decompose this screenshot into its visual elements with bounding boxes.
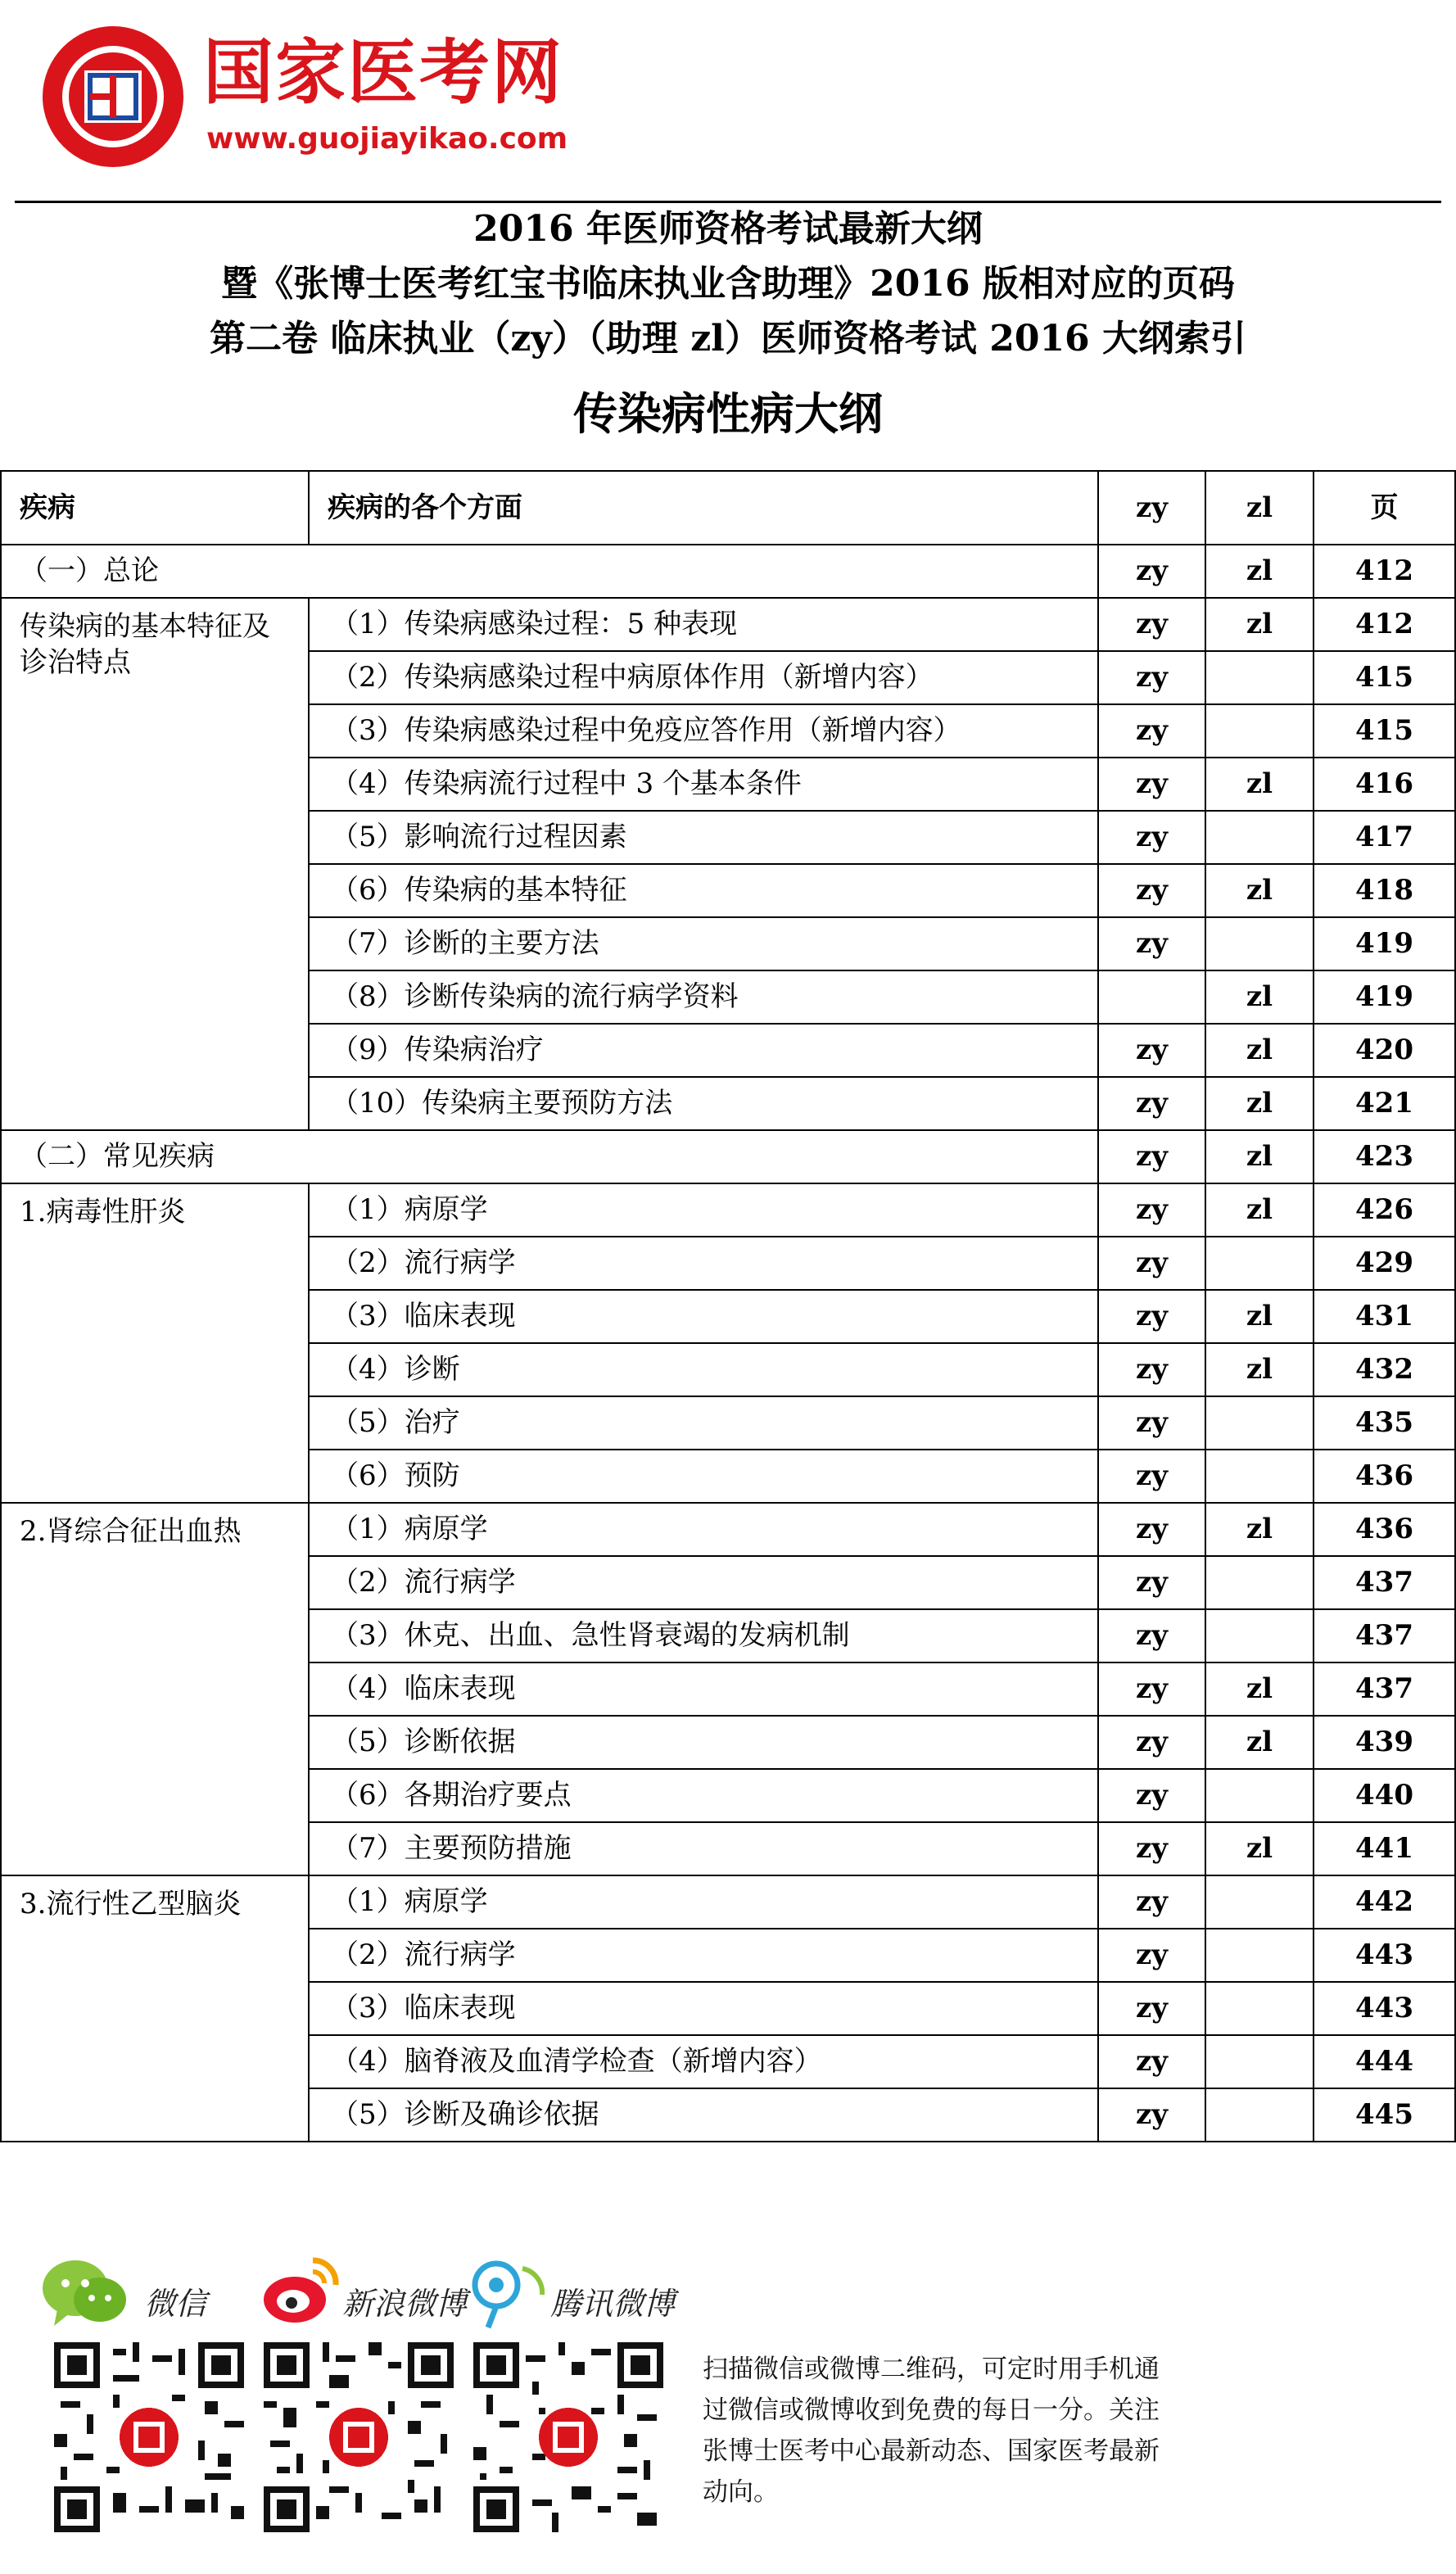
zl-cell bbox=[1205, 811, 1314, 864]
zy-cell: zy bbox=[1098, 1982, 1205, 2035]
zy-cell: zy bbox=[1098, 1343, 1205, 1396]
section-row bbox=[1, 1130, 1455, 1183]
page-cell: 412 bbox=[1314, 545, 1455, 598]
zl-cell bbox=[1205, 651, 1314, 704]
aspect-cell: （8）诊断传染病的流行病学资料 bbox=[309, 970, 1098, 1024]
zy-cell: zy bbox=[1098, 1237, 1205, 1290]
header-divider bbox=[15, 201, 1441, 203]
page-cell: 440 bbox=[1314, 1769, 1455, 1822]
aspect-cell: （1）病原学 bbox=[309, 1875, 1098, 1929]
zl-cell bbox=[1205, 1609, 1314, 1662]
aspect-cell: （7）诊断的主要方法 bbox=[309, 917, 1098, 970]
zy-cell: zy bbox=[1098, 917, 1205, 970]
aspect-cell: （2）传染病感染过程中病原体作用（新增内容） bbox=[309, 651, 1098, 704]
logo-url[interactable]: www.guojiayikao.com bbox=[206, 122, 568, 156]
aspect-cell: （4）传染病流行过程中 3 个基本条件 bbox=[309, 758, 1098, 811]
page-cell: 421 bbox=[1314, 1077, 1455, 1130]
page-cell: 418 bbox=[1314, 864, 1455, 917]
zy-cell: zy bbox=[1098, 545, 1205, 598]
zl-cell: zl bbox=[1205, 758, 1314, 811]
page-cell: 437 bbox=[1314, 1662, 1455, 1716]
site-logo[interactable] bbox=[39, 23, 629, 170]
aspect-cell: （3）临床表现 bbox=[309, 1982, 1098, 2035]
zl-cell bbox=[1205, 1929, 1314, 1982]
heading-line-3: 第二卷 临床执业（zy）（助理 zl）医师资格考试 2016 大纲索引 bbox=[210, 318, 1246, 360]
aspect-cell: （2）流行病学 bbox=[309, 1929, 1098, 1982]
aspect-cell: （3）传染病感染过程中免疫应答作用（新增内容） bbox=[309, 704, 1098, 758]
heading-line-1: 2016 年医师资格考试最新大纲 bbox=[473, 208, 983, 250]
zl-cell bbox=[1205, 2035, 1314, 2088]
page-cell: 415 bbox=[1314, 704, 1455, 758]
wechat-link[interactable] bbox=[39, 2244, 236, 2334]
zy-cell: zy bbox=[1098, 1290, 1205, 1343]
zl-cell: zl bbox=[1205, 1716, 1314, 1769]
page-cell: 419 bbox=[1314, 970, 1455, 1024]
tencent-weibo-label: 腾讯微博 bbox=[550, 2286, 676, 2322]
sina-weibo-label: 新浪微博 bbox=[342, 2286, 468, 2322]
page-cell: 412 bbox=[1314, 598, 1455, 651]
aspect-cell: （4）临床表现 bbox=[309, 1662, 1098, 1716]
footer bbox=[0, 2244, 1456, 2572]
zl-cell bbox=[1205, 1396, 1314, 1450]
zy-cell: zy bbox=[1098, 598, 1205, 651]
zl-cell bbox=[1205, 1450, 1314, 1503]
tencent-weibo-qr-code[interactable] bbox=[473, 2342, 663, 2532]
aspect-cell: （6）各期治疗要点 bbox=[309, 1769, 1098, 1822]
page-cell: 444 bbox=[1314, 2035, 1455, 2088]
zl-cell bbox=[1205, 1875, 1314, 1929]
zl-cell: zl bbox=[1205, 1822, 1314, 1875]
zl-cell: zl bbox=[1205, 1503, 1314, 1556]
page-cell: 426 bbox=[1314, 1183, 1455, 1237]
table-header-row bbox=[1, 471, 1455, 545]
disease-cell: 1.病毒性肝炎 bbox=[1, 1183, 309, 1503]
zy-cell: zy bbox=[1098, 758, 1205, 811]
column-header-zy: zy bbox=[1098, 471, 1205, 545]
table-row bbox=[1, 1875, 1455, 1929]
page-cell: 431 bbox=[1314, 1290, 1455, 1343]
page-cell: 417 bbox=[1314, 811, 1455, 864]
zy-cell: zy bbox=[1098, 1769, 1205, 1822]
zl-cell bbox=[1205, 917, 1314, 970]
zl-cell bbox=[1205, 704, 1314, 758]
aspect-cell: （3）临床表现 bbox=[309, 1290, 1098, 1343]
zl-cell bbox=[1205, 1769, 1314, 1822]
zy-cell: zy bbox=[1098, 1130, 1205, 1183]
page-cell: 419 bbox=[1314, 917, 1455, 970]
table-row bbox=[1, 1183, 1455, 1237]
wechat-icon bbox=[39, 2252, 129, 2331]
zy-cell: zy bbox=[1098, 2088, 1205, 2142]
zy-cell: zy bbox=[1098, 1183, 1205, 1237]
page-cell: 429 bbox=[1314, 1237, 1455, 1290]
zy-cell: zy bbox=[1098, 1662, 1205, 1716]
aspect-cell: （5）影响流行过程因素 bbox=[309, 811, 1098, 864]
zy-cell: zy bbox=[1098, 1450, 1205, 1503]
aspect-cell: （4）诊断 bbox=[309, 1343, 1098, 1396]
column-header-aspect: 疾病的各个方面 bbox=[309, 471, 1098, 545]
zy-cell: zy bbox=[1098, 864, 1205, 917]
table-row bbox=[1, 1503, 1455, 1556]
zy-cell: zy bbox=[1098, 651, 1205, 704]
zy-cell bbox=[1098, 970, 1205, 1024]
page-cell: 439 bbox=[1314, 1716, 1455, 1769]
footer-note: 扫描微信或微博二维码，可定时用手机通过微信或微博收到免费的每日一分。关注张博士医考中心最新动态、国家医考最新动向。 bbox=[703, 2355, 1160, 2507]
disease-cell: 3.流行性乙型脑炎 bbox=[1, 1875, 309, 2142]
zy-cell: zy bbox=[1098, 1556, 1205, 1609]
sina-weibo-link[interactable] bbox=[260, 2244, 473, 2334]
aspect-cell: （6）传染病的基本特征 bbox=[309, 864, 1098, 917]
page-cell: 442 bbox=[1314, 1875, 1455, 1929]
section-row bbox=[1, 545, 1455, 598]
zl-cell: zl bbox=[1205, 598, 1314, 651]
heading-line-2: 暨《张博士医考红宝书临床执业含助理》2016 版相对应的页码 bbox=[221, 263, 1235, 305]
page-cell: 435 bbox=[1314, 1396, 1455, 1450]
zl-cell: zl bbox=[1205, 864, 1314, 917]
zy-cell: zy bbox=[1098, 1396, 1205, 1450]
column-header-zl: zl bbox=[1205, 471, 1314, 545]
outline-table bbox=[0, 470, 1456, 2142]
page-cell: 432 bbox=[1314, 1343, 1455, 1396]
document-title: 传染病性病大纲 bbox=[573, 387, 883, 440]
aspect-cell: （4）脑脊液及血清学检查（新增内容） bbox=[309, 2035, 1098, 2088]
zl-cell: zl bbox=[1205, 545, 1314, 598]
zy-cell: zy bbox=[1098, 811, 1205, 864]
aspect-cell: （5）诊断依据 bbox=[309, 1716, 1098, 1769]
zl-cell: zl bbox=[1205, 1077, 1314, 1130]
aspect-cell: （9）传染病治疗 bbox=[309, 1024, 1098, 1077]
aspect-cell: （5）治疗 bbox=[309, 1396, 1098, 1450]
logo-title: 国家医考网 bbox=[203, 32, 563, 114]
page-cell: 443 bbox=[1314, 1929, 1455, 1982]
aspect-cell: （1）病原学 bbox=[309, 1503, 1098, 1556]
zy-cell: zy bbox=[1098, 704, 1205, 758]
zl-cell: zl bbox=[1205, 1130, 1314, 1183]
section-label: （二）常见疾病 bbox=[1, 1130, 1098, 1183]
page-cell: 423 bbox=[1314, 1130, 1455, 1183]
aspect-cell: （7）主要预防措施 bbox=[309, 1822, 1098, 1875]
zy-cell: zy bbox=[1098, 1875, 1205, 1929]
logo-emblem-icon bbox=[39, 23, 187, 170]
sina-weibo-qr-code[interactable] bbox=[264, 2342, 454, 2532]
page-cell: 445 bbox=[1314, 2088, 1455, 2142]
zy-cell: zy bbox=[1098, 2035, 1205, 2088]
page-cell: 443 bbox=[1314, 1982, 1455, 2035]
aspect-cell: （10）传染病主要预防方法 bbox=[309, 1077, 1098, 1130]
page-cell: 437 bbox=[1314, 1609, 1455, 1662]
zl-cell bbox=[1205, 1556, 1314, 1609]
zl-cell: zl bbox=[1205, 1343, 1314, 1396]
aspect-cell: （1）病原学 bbox=[309, 1183, 1098, 1237]
tencent-weibo-icon bbox=[468, 2252, 547, 2331]
tencent-weibo-link[interactable] bbox=[468, 2244, 714, 2334]
wechat-label: 微信 bbox=[144, 2286, 207, 2322]
aspect-cell: （6）预防 bbox=[309, 1450, 1098, 1503]
aspect-cell: （5）诊断及确诊依据 bbox=[309, 2088, 1098, 2142]
zl-cell bbox=[1205, 2088, 1314, 2142]
zl-cell: zl bbox=[1205, 1183, 1314, 1237]
page-cell: 437 bbox=[1314, 1556, 1455, 1609]
wechat-qr-code[interactable] bbox=[54, 2342, 244, 2532]
sina-weibo-icon bbox=[260, 2252, 339, 2331]
zy-cell: zy bbox=[1098, 1716, 1205, 1769]
section-label: （一）总论 bbox=[1, 545, 1098, 598]
zy-cell: zy bbox=[1098, 1929, 1205, 1982]
zl-cell bbox=[1205, 1237, 1314, 1290]
page-cell: 415 bbox=[1314, 651, 1455, 704]
zy-cell: zy bbox=[1098, 1822, 1205, 1875]
zl-cell: zl bbox=[1205, 970, 1314, 1024]
zy-cell: zy bbox=[1098, 1077, 1205, 1130]
page-cell: 441 bbox=[1314, 1822, 1455, 1875]
zy-cell: zy bbox=[1098, 1024, 1205, 1077]
column-header-disease: 疾病 bbox=[1, 471, 309, 545]
zy-cell: zy bbox=[1098, 1503, 1205, 1556]
aspect-cell: （3）休克、出血、急性肾衰竭的发病机制 bbox=[309, 1609, 1098, 1662]
table-row bbox=[1, 598, 1455, 651]
disease-cell: 2.肾综合征出血热 bbox=[1, 1503, 309, 1875]
column-header-page: 页 bbox=[1314, 471, 1455, 545]
zl-cell: zl bbox=[1205, 1662, 1314, 1716]
aspect-cell: （2）流行病学 bbox=[309, 1237, 1098, 1290]
disease-cell: 传染病的基本特征及诊治特点 bbox=[1, 598, 309, 1130]
zy-cell: zy bbox=[1098, 1609, 1205, 1662]
page-cell: 416 bbox=[1314, 758, 1455, 811]
page-cell: 436 bbox=[1314, 1450, 1455, 1503]
zl-cell: zl bbox=[1205, 1024, 1314, 1077]
zl-cell bbox=[1205, 1982, 1314, 2035]
zl-cell: zl bbox=[1205, 1290, 1314, 1343]
page-cell: 436 bbox=[1314, 1503, 1455, 1556]
aspect-cell: （2）流行病学 bbox=[309, 1556, 1098, 1609]
page-cell: 420 bbox=[1314, 1024, 1455, 1077]
aspect-cell: （1）传染病感染过程：5 种表现 bbox=[309, 598, 1098, 651]
